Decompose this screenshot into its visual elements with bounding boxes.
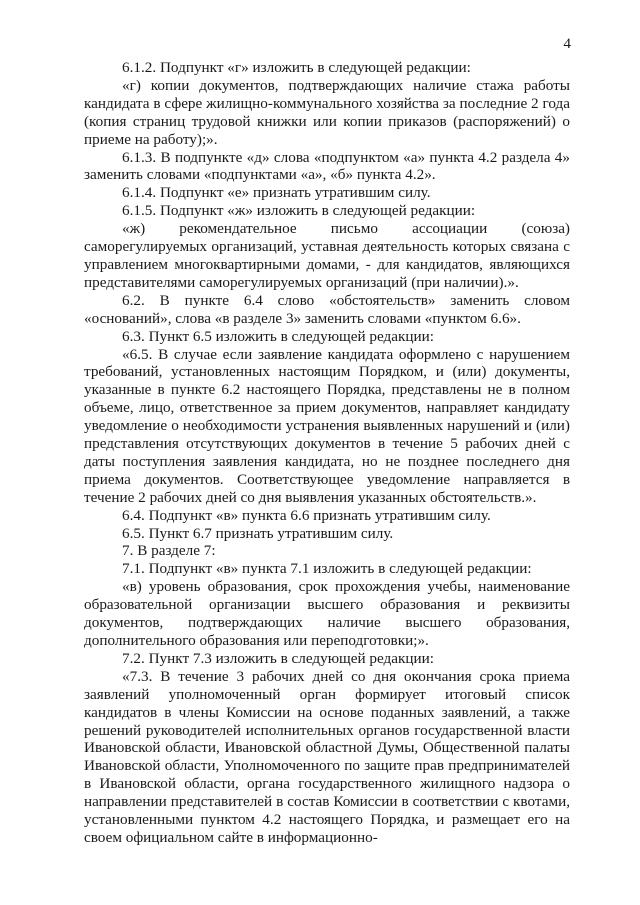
- paragraph: «в) уровень образования, срок прохождения учебы, наименование образовательной организации высшего образования и реквизиты документов, подтверждающих наличие высшего образования, дополнительного образования или переподготовки;».: [84, 578, 570, 649]
- paragraph: 6.5. Пункт 6.7 признать утратившим силу.: [122, 524, 394, 542]
- document-body: [84, 59, 570, 847]
- paragraph: 7.2. Пункт 7.3 изложить в следующей редакции:: [122, 649, 435, 667]
- page-number: 4: [563, 36, 571, 52]
- paragraph: 7. В разделе 7:: [122, 542, 216, 560]
- paragraph: «г) копии документов, подтверждающих наличие стажа работы кандидата в сфере жилищно-коммунального хозяйства за последние 2 года (копия страниц трудовой книжки или копии приказов (распоряжений) о приеме на работу);».: [84, 76, 570, 148]
- paragraph: 7.1. Подпункт «в» пункта 7.1 изложить в следующей редакции:: [122, 560, 532, 578]
- paragraph: 6.1.2. Подпункт «г» изложить в следующей редакции:: [122, 59, 471, 76]
- paragraph: 6.1.4. Подпункт «е» признать утратившим силу.: [122, 184, 431, 202]
- paragraph: «7.3. В течение 3 рабочих дней со дня окончания срока приема заявлений уполномоченный орган формирует итоговый список кандидатов в члены Комиссии на основе поданных заявлений, а также решений руководителей исполнительных органов государственной власти Ивановской области, Ивановской областной Думы, Общественной палаты Ивановской области, Уполномоченного по защите прав предпринимателей в Ивановской области, органа государственного жилищного надзора о направлении представителей в состав Комиссии в соответствии с квотами, установленными пунктом 4.2 настоящего Порядка, и размещает его на своем официальном сайте в информационно-: [84, 667, 570, 846]
- paragraph: 6.4. Подпункт «в» пункта 6.6 признать утратившим силу.: [122, 506, 491, 524]
- paragraph: 6.3. Пункт 6.5 изложить в следующей редакции:: [122, 327, 435, 345]
- paragraph: 6.1.3. В подпункте «д» слова «подпунктом «а» пункта 4.2 раздела 4» заменить словами «подпунктами «а», «б» пункта 4.2».: [84, 148, 570, 184]
- paragraph: «ж) рекомендательное письмо ассоциации (союза) саморегулируемых организаций, уставная деятельность которых связана с управлением многоквартирными домами, - для кандидатов, являющихся представителями саморегулируемых организаций (при наличии).».: [84, 220, 570, 291]
- paragraph: 6.2. В пункте 6.4 слово «обстоятельств» заменить словом «оснований», слова «в разделе 3» заменить словами «пунктом 6.6».: [84, 291, 570, 327]
- paragraph: 6.1.5. Подпункт «ж» изложить в следующей редакции:: [122, 202, 476, 220]
- paragraph: «6.5. В случае если заявление кандидата оформлено с нарушением требований, установленных настоящим Порядком, и (или) документы, указанные в пункте 6.2 настоящего Порядка, представлены не в полном объеме, лицо, ответственное за прием документов, направляет кандидату уведомление о необходимости устранения выявленных нарушений и (или) представления отсутствующих документов в течение 5 рабочих дней с даты поступления заявления кандидата, но не позднее последнего дня приема документов. Соответствующее уведомление направляется в течение 2 рабочих дней со дня выявления указанных обстоятельств.».: [84, 345, 570, 506]
